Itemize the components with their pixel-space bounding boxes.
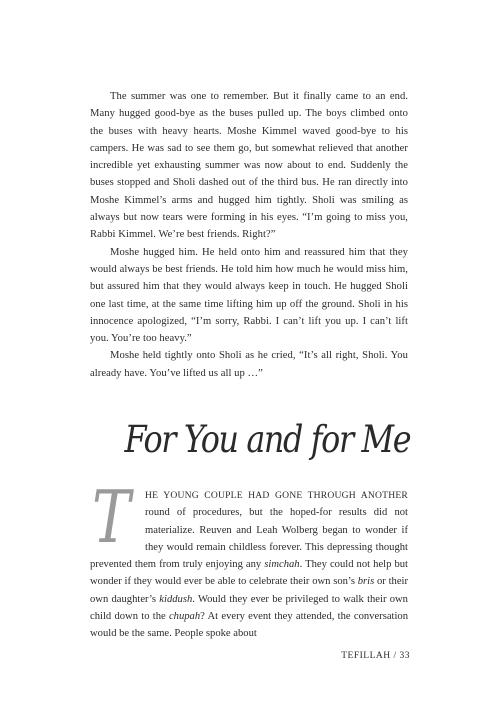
text-run: round of procedures, but the hoped-for results did not materialize. Reuven and Leah Wolberg began to wonder if they would remain childless forever. This depressing thought prevented them from truly enjoying any bbox=[90, 507, 408, 571]
text-run: ? At every event they attended, the conversation would be the same. People spoke about bbox=[90, 611, 409, 640]
hebrew-term: simchah bbox=[264, 559, 300, 571]
text-run: . Would they ever be privileged to walk their own child down to the bbox=[90, 593, 408, 623]
hebrew-term: chupah bbox=[168, 611, 201, 623]
previous-story-ending bbox=[90, 88, 408, 382]
hebrew-term: bris bbox=[357, 576, 375, 588]
paragraph: Moshe held tightly onto Sholi as he cried, “It’s all right, Sholi. You already have. You’ve lifted us all up …” bbox=[90, 350, 408, 379]
chapter-title: For You and for Me bbox=[124, 418, 410, 461]
text-run: . They could not help but wonder if they would ever be able to celebrate their own son’s bbox=[90, 559, 408, 588]
running-footer: TEFILLAH / 33 bbox=[341, 651, 410, 661]
paragraph: Moshe hugged him. He held onto him and reassured him that they would always be best friends. He told him how much he would miss him, but assured him that they would always keep in touch. He hugged Sholi one last time, at the same time lifting him up off the ground. Sholi in his innocence apologized, “I’m sorry, Rabbi. I can’t lift you up. I can’t lift you. You’re too heavy.” bbox=[90, 246, 408, 345]
chapter-opening bbox=[90, 475, 409, 643]
drop-cap: T bbox=[92, 475, 131, 559]
opening-small-caps: HE YOUNG COUPLE HAD GONE THROUGH ANOTHER bbox=[145, 490, 408, 501]
hebrew-term: kiddush bbox=[159, 593, 193, 605]
opening-paragraph bbox=[90, 475, 409, 643]
paragraph: The summer was one to remember. But it finally came to an end. Many hugged good-bye as the buses pulled up. The boys climbed onto the buses with heavy hearts. Moshe Kimmel waved good-bye to his campers. He was sad to see them go, but somewhat relieved that another incredible yet exhausting summer was now about to end. Suddenly the buses stopped and Sholi dashed out of the third bus. He ran directly into Moshe Kimmel’s arms and hugged him tightly. Sholi was smiling as always but now tears were forming in his eyes. “I’m going to miss you, Rabbi Kimmel. We’re best friends. Right?” bbox=[90, 91, 408, 241]
text-run: or their own daughter’s bbox=[90, 576, 408, 605]
